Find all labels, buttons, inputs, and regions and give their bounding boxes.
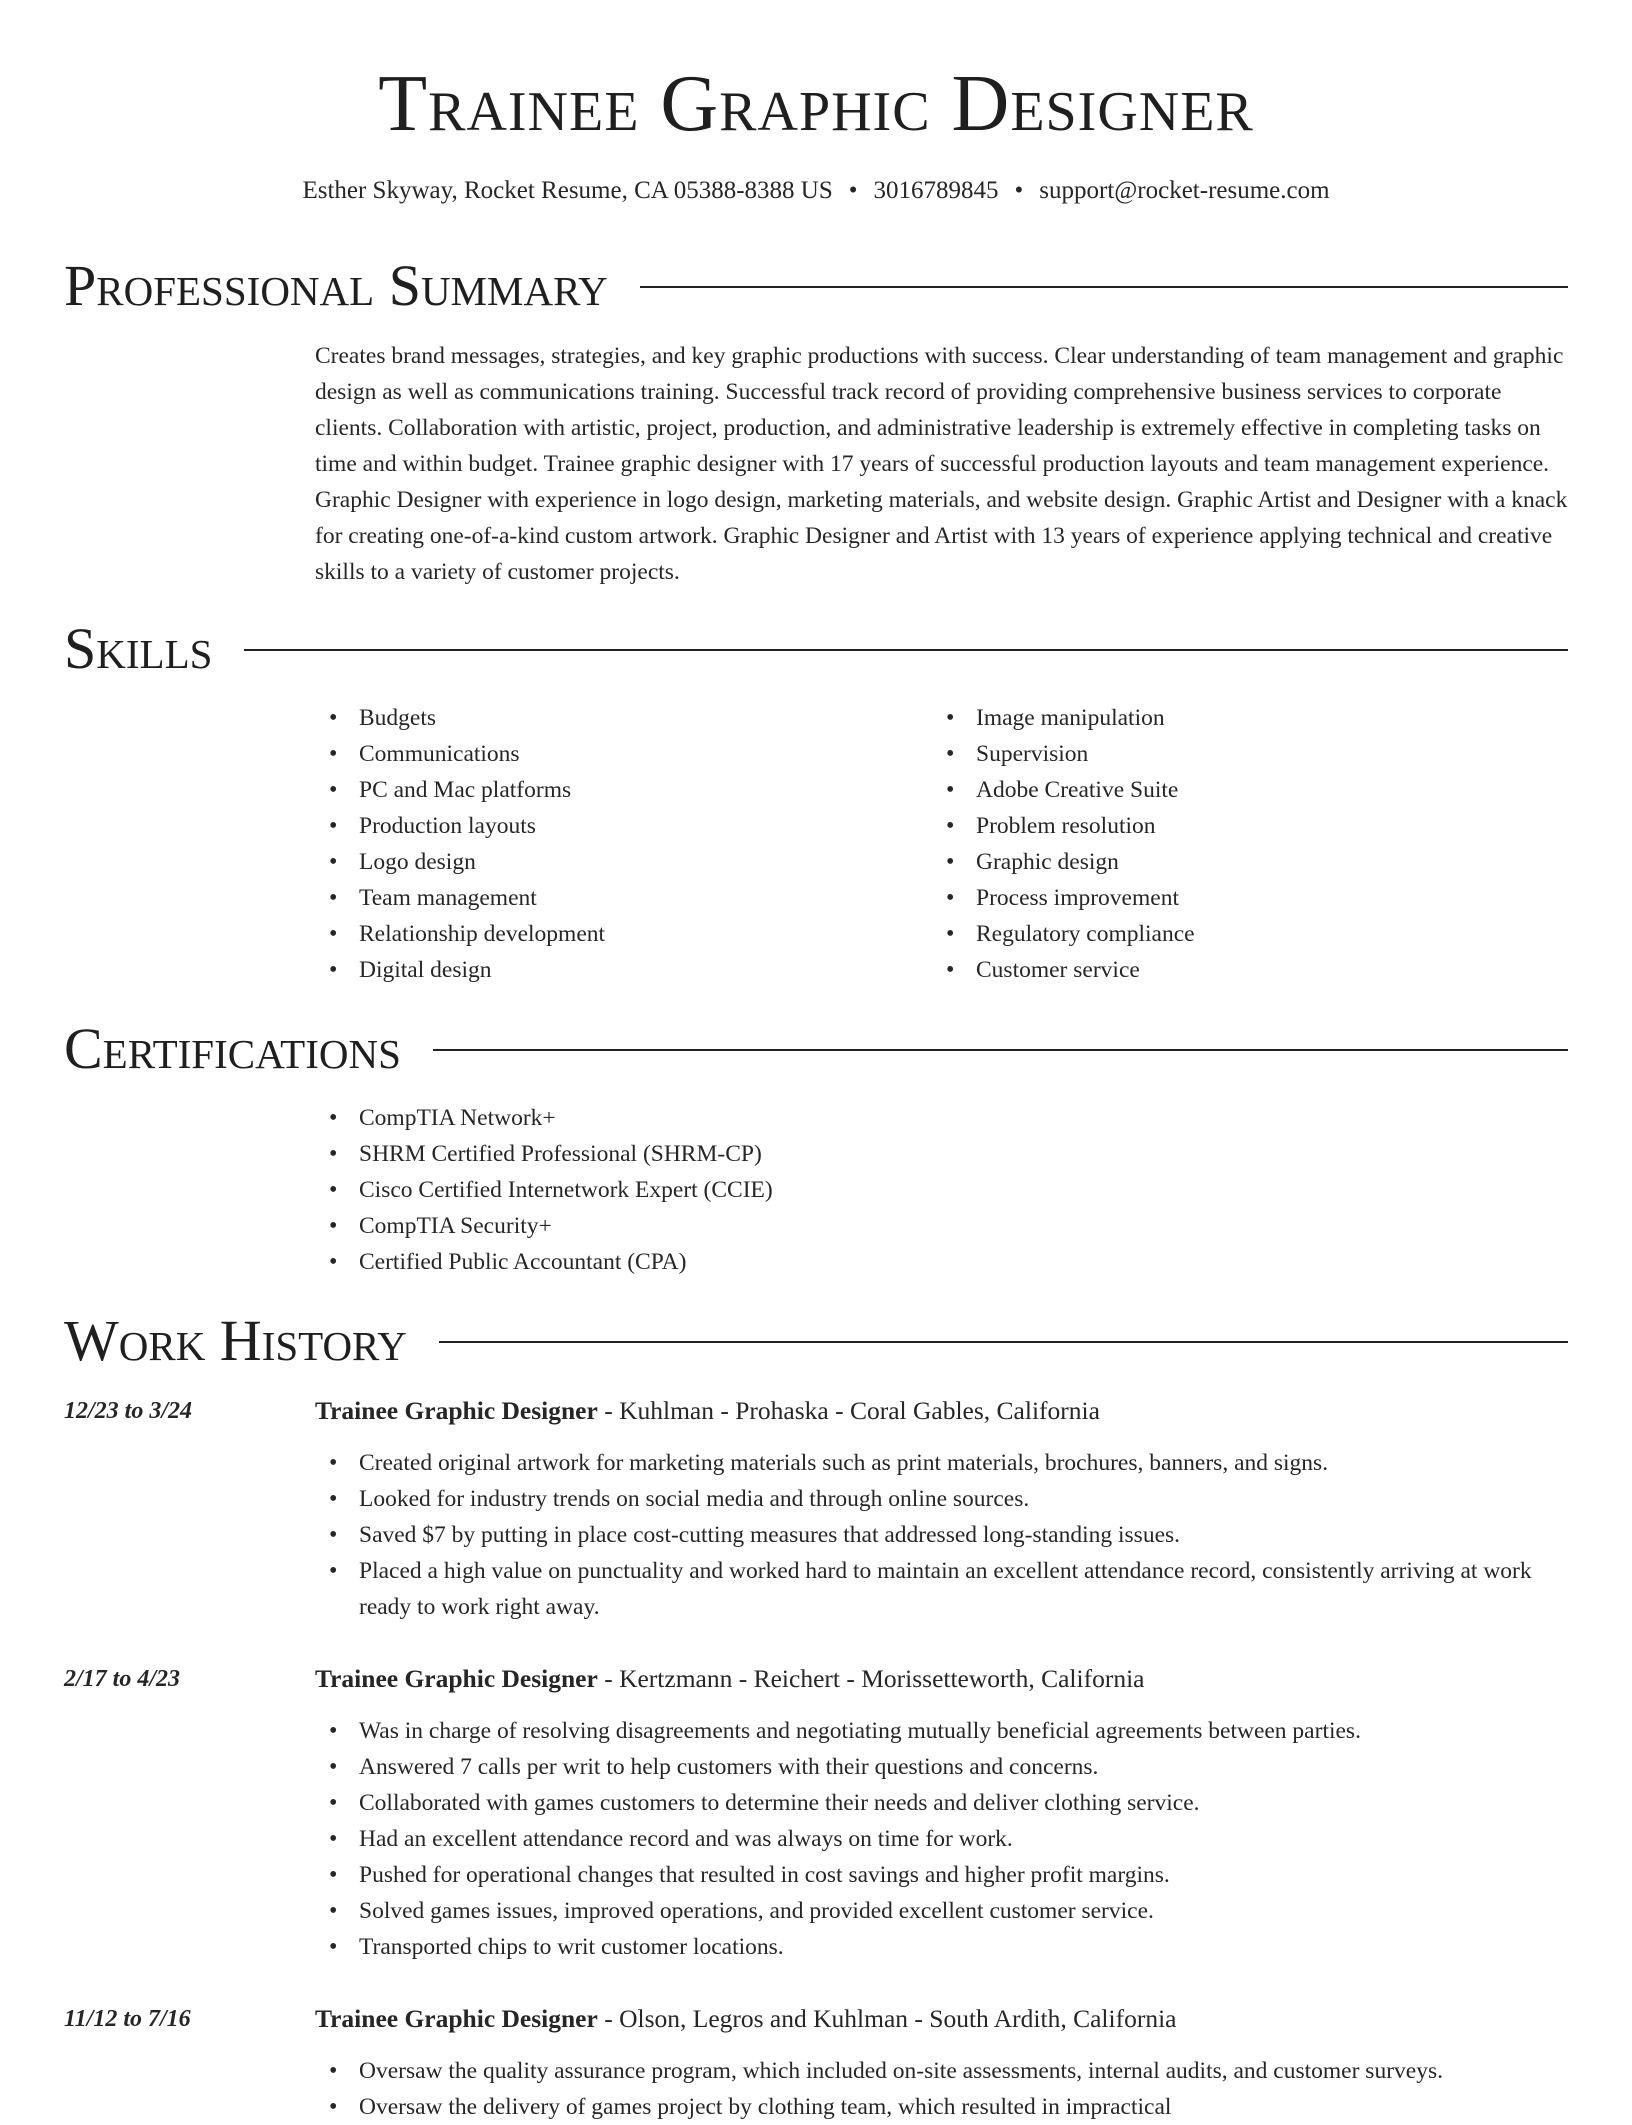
contact-separator: • (1014, 177, 1024, 204)
job-bullet: • Placed a high value on punctuality and worked hard to maintain an excellent attendance record, consistently arriving at work ready to work right away. (315, 1553, 1568, 1625)
job-bullet: • Had an excellent attendance record and was always on time for work. (315, 1821, 1568, 1857)
job-bullet: • Oversaw the delivery of games project by clothing team, which resulted in impractical (315, 2089, 1568, 2125)
job-bullet: • Transported chips to writ customer locations. (315, 1929, 1568, 1965)
job-bullet: • Looked for industry trends on social media and through online sources. (315, 1481, 1568, 1517)
skills-list-left (315, 700, 915, 988)
skill-item: • Adobe Creative Suite (932, 772, 1532, 808)
job-bullet: • Saved $7 by putting in place cost-cutting measures that addressed long-standing issues. (315, 1517, 1568, 1553)
skill-item: • Regulatory compliance (932, 916, 1532, 952)
job-dates: 11/12 to 7/16 (64, 2006, 191, 2032)
certification-item: • SHRM Certified Professional (SHRM-CP) (315, 1136, 1215, 1172)
job-bullet: • Answered 7 calls per writ to help customers with their questions and concerns. (315, 1749, 1568, 1785)
skills-list-right (932, 700, 1532, 988)
job-title: Trainee Graphic Designer (315, 2004, 598, 2033)
certifications-heading-text: Certifications (64, 1016, 401, 1081)
work-history-heading (64, 1309, 1568, 1373)
certification-item: • Cisco Certified Internetwork Expert (CCIE) (315, 1172, 1215, 1208)
job-bullet: • Collaborated with games customers to determine their needs and deliver clothing service. (315, 1785, 1568, 1821)
skill-item: • PC and Mac platforms (315, 772, 915, 808)
job-title: Trainee Graphic Designer (315, 1664, 598, 1693)
skill-item: • Customer service (932, 952, 1532, 988)
job-dates: 12/23 to 3/24 (64, 1398, 193, 1424)
skill-item: • Process improvement (932, 880, 1532, 916)
job-company: Kuhlman - Prohaska - Coral Gables, California (619, 1396, 1100, 1425)
summary-text: Creates brand messages, strategies, and key graphic productions with success. Clear understanding of team management and graphic design as well as communications training. Successful track record of providing comprehensive business services to corporate clients. Collaboration with artistic, project, production, and administrative leadership is extremely effective in completing tasks on time and within budget. Trainee graphic designer with 17 years of successful production layouts and team management experience. Graphic Designer with experience in logo design, marketing materials, and website design. Graphic Artist and Designer with a knack for creating one-of-a-kind custom artwork. Graphic Designer and Artist with 13 years of experience applying technical and creative skills to a variety of customer projects. (315, 343, 1568, 585)
skill-item: • Image manipulation (932, 700, 1532, 736)
contact-phone: 3016789845 (873, 177, 999, 204)
job-bullet: • Oversaw the quality assurance program, which included on-site assessments, internal audits, and customer surveys. (315, 2053, 1568, 2089)
skill-item: • Graphic design (932, 844, 1532, 880)
job-title: Trainee Graphic Designer (315, 1396, 598, 1425)
job-company: Kertzmann - Reichert - Morissetteworth, California (619, 1664, 1145, 1693)
summary-heading (64, 254, 1568, 318)
job-bullets (315, 2053, 1568, 2125)
job-bullets (315, 1713, 1568, 1965)
skill-item: • Problem resolution (932, 808, 1532, 844)
summary-heading-text: Professional Summary (64, 253, 608, 318)
skill-item: • Team management (315, 880, 915, 916)
certification-item: • CompTIA Network+ (315, 1100, 1215, 1136)
section-divider (439, 1341, 1568, 1343)
contact-separator: • (848, 177, 858, 204)
job-bullets (315, 1445, 1568, 1625)
skill-item: • Logo design (315, 844, 915, 880)
contact-address: Esther Skyway, Rocket Resume, CA 05388-8388 US (302, 177, 833, 204)
job-bullet: • Solved games issues, improved operations, and provided excellent customer service. (315, 1893, 1568, 1929)
contact-line (0, 174, 1632, 208)
section-divider (433, 1049, 1568, 1051)
job-header: Trainee Graphic Designer - Kuhlman - Prohaska - Coral Gables, California (315, 1396, 1100, 1425)
skill-item: • Budgets (315, 700, 915, 736)
job-bullet: • Was in charge of resolving disagreements and negotiating mutually beneficial agreements between parties. (315, 1713, 1568, 1749)
job-company: Olson, Legros and Kuhlman - South Ardith, California (619, 2004, 1177, 2033)
work-history-heading-text: Work History (64, 1308, 407, 1373)
job-dates: 2/17 to 4/23 (64, 1666, 181, 1692)
job-bullet: • Created original artwork for marketing materials such as print materials, brochures, banners, and signs. (315, 1445, 1568, 1481)
section-divider (244, 649, 1568, 651)
certifications-heading (64, 1017, 1568, 1081)
certification-item: • Certified Public Accountant (CPA) (315, 1244, 1215, 1280)
contact-email: support@rocket-resume.com (1039, 177, 1330, 204)
skill-item: • Production layouts (315, 808, 915, 844)
skill-item: • Relationship development (315, 916, 915, 952)
skill-item: • Supervision (932, 736, 1532, 772)
job-bullet: • Pushed for operational changes that resulted in cost savings and higher profit margins. (315, 1857, 1568, 1893)
skill-item: • Digital design (315, 952, 915, 988)
skills-heading-text: Skills (64, 616, 213, 681)
certifications-list (315, 1100, 1215, 1280)
skills-heading (64, 617, 1568, 681)
certification-item: • CompTIA Security+ (315, 1208, 1215, 1244)
job-header: Trainee Graphic Designer - Kertzmann - Reichert - Morissetteworth, California (315, 1664, 1145, 1693)
section-divider (640, 286, 1568, 288)
resume-title: Trainee Graphic Designer (378, 60, 1254, 148)
job-header: Trainee Graphic Designer - Olson, Legros and Kuhlman - South Ardith, California (315, 2004, 1177, 2033)
skill-item: • Communications (315, 736, 915, 772)
